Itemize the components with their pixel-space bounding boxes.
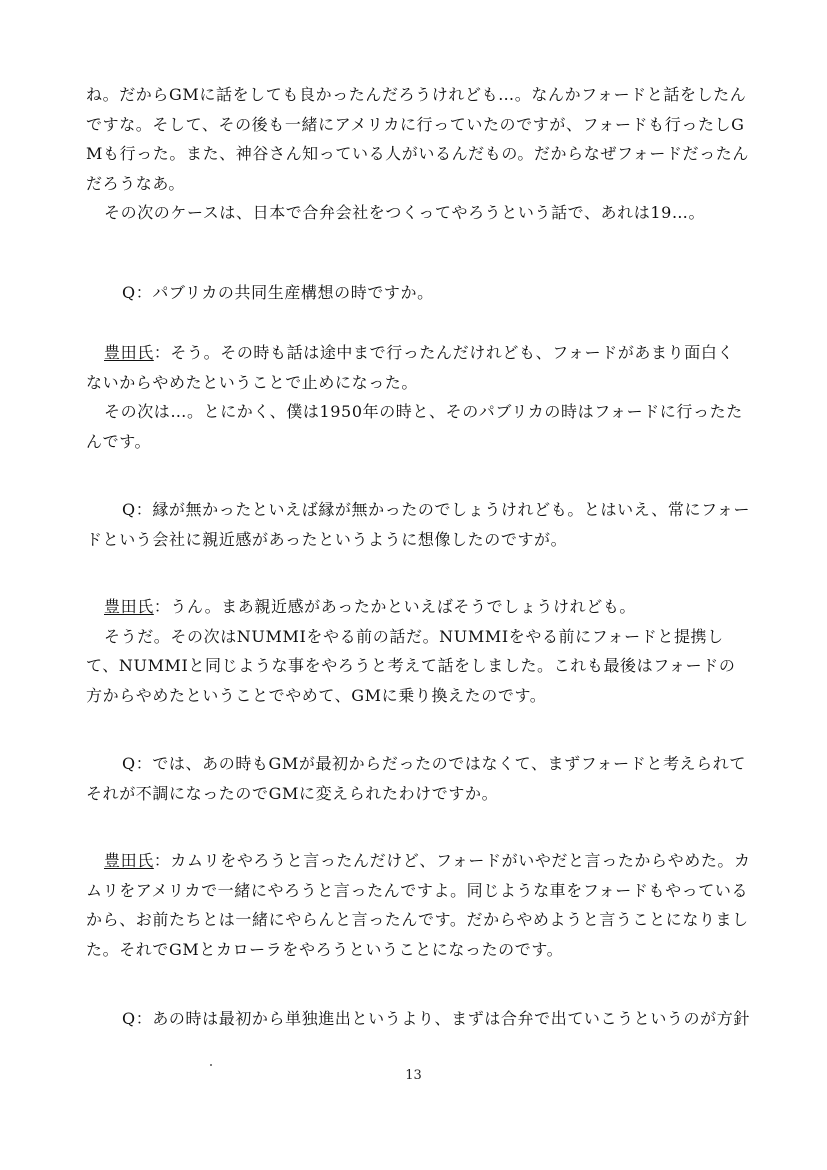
scan-speck (210, 1064, 212, 1066)
text-segment: ：そう。その時も話は途中まで行ったんだけれども、フォードがあまり面白く (153, 343, 735, 362)
text-line: 方からやめたということでやめて、GMに乗り換えたのです。 (86, 685, 547, 705)
speaker-name: 豊田氏 (104, 343, 154, 362)
text-line: んです。 (86, 431, 152, 451)
page-number: 13 (405, 1068, 422, 1083)
speaker-name: 豊田氏 (104, 597, 154, 616)
text-line: それが不調になったのでGMに変えられたわけですか。 (86, 783, 499, 803)
text-line: て、NUMMIと同じような事をやろうと考えて話をしました。これも最後はフォードの (86, 656, 736, 675)
text-line: その次は…。とにかく、僕は1950年の時と、そのパブリカの時はフォードに行ったた (104, 402, 743, 421)
paragraph-1 (86, 80, 758, 228)
text-line: そうだ。その次はNUMMIをやる前の話だ。NUMMIをやる前にフォードと提携し (104, 626, 724, 646)
text-line: Q：あの時は最初から単独進出というより、まずは合弁で出ていこうというのが方針 (122, 1009, 750, 1028)
text-line (86, 846, 758, 876)
text-line: ですな。そして、その後も一緒にアメリカに行っていたのですが、フォードも行ったしG (86, 114, 745, 134)
text-line: その次のケースは、日本で合弁会社をつくってやろうという話で、あれは19…。 (104, 203, 706, 222)
text-line: た。それでGMとカローラをやろうということになったのです。 (86, 939, 564, 959)
text-line: Mも行った。また、神谷さん知っている人がいるんだもの。だからなぜフォードだったん (86, 144, 749, 163)
answer-3 (86, 846, 758, 964)
text-line (86, 592, 758, 622)
text-line (86, 338, 758, 368)
text-segment: ：うん。まあ親近感があったかといえばそうでしょうけれども。 (153, 597, 637, 616)
text-line: Q：縁が無かったといえば縁が無かったのでしょうけれども。とはいえ、常にフォー (122, 500, 751, 519)
text-line: ムリをアメリカで一緒にやろうと言ったんですよ。同じような車をフォードもやっている (86, 880, 749, 900)
text-segment: ：カムリをやろうと言ったんだけど、フォードがいやだと言ったからやめた。カ (153, 851, 751, 870)
answer-2 (86, 592, 758, 710)
question-2 (86, 495, 758, 554)
speaker-name: 豊田氏 (104, 851, 154, 870)
text-line: ね。だからGMに話をしても良かったんだろうけれども…。なんかフォードと話をしたん (86, 85, 747, 104)
question-4 (86, 1004, 758, 1034)
question-3 (86, 749, 758, 808)
text-line: ドという会社に親近感があったというように想像したのですが。 (86, 529, 568, 549)
question-1 (86, 278, 758, 308)
text-line: Q：では、あの時もGMが最初からだったのではなくて、まずフォードと考えられて (122, 754, 746, 773)
text-line: だろうなあ。 (86, 173, 185, 193)
text-line: Q：パブリカの共同生産構想の時ですか。 (122, 283, 434, 302)
answer-1 (86, 338, 758, 456)
text-line: から、お前たちとは一緒にやらんと言ったんです。だからやめようと言うことになりまし (86, 910, 749, 929)
text-line: ないからやめたということで止めになった。 (86, 372, 419, 392)
